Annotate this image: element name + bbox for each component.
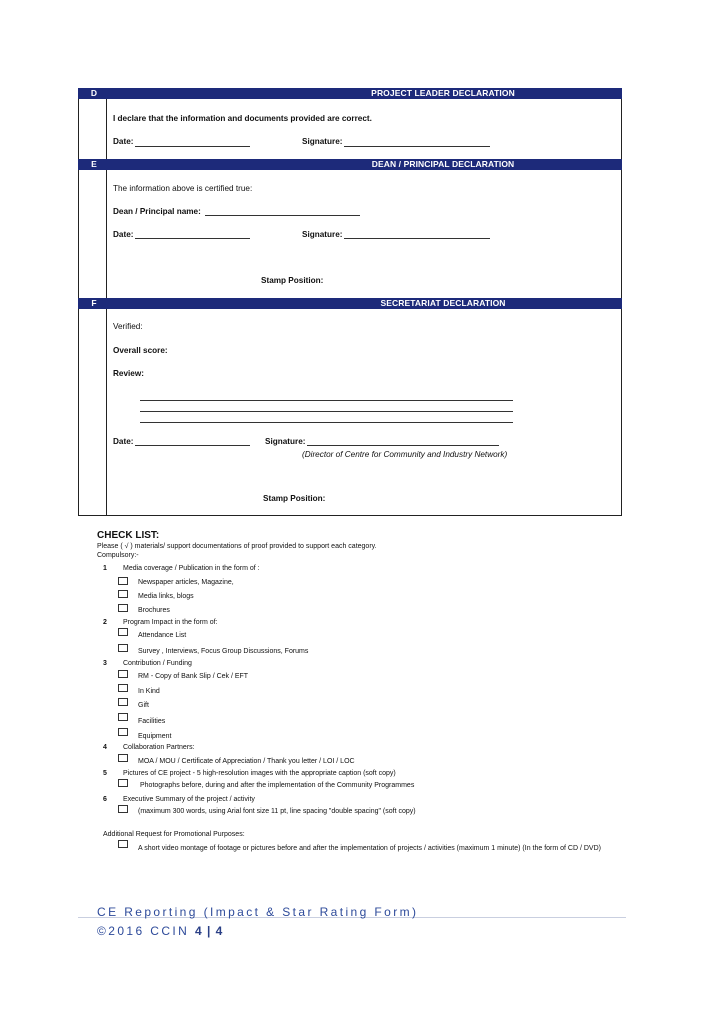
review-line-1[interactable] <box>140 400 513 401</box>
checkbox-newspaper[interactable] <box>118 577 128 585</box>
secretariat-date-label: Date: <box>113 437 134 446</box>
checkbox-survey[interactable] <box>118 644 128 652</box>
checkbox-executive-summary[interactable] <box>118 805 128 813</box>
section-e-letter: E <box>91 159 97 169</box>
item-2-number: 2 <box>103 619 107 626</box>
checklist-title: CHECK LIST: <box>97 530 160 541</box>
dean-date-label: Date: <box>113 230 134 239</box>
item-1-number: 1 <box>103 565 107 572</box>
section-d-letter: D <box>90 88 98 98</box>
secretariat-signature-field[interactable] <box>307 445 499 446</box>
item-6-label: Executive Summary of the project / activity <box>123 796 255 803</box>
item-1-label: Media coverage / Publication in the form of : <box>123 565 260 572</box>
dean-signature-label: Signature: <box>302 230 343 239</box>
option-newspaper: Newspaper articles, Magazine, <box>138 579 234 586</box>
option-gift: Gift <box>138 702 149 709</box>
footer-form-name: CE Reporting (Impact & Star Rating Form) <box>97 905 419 919</box>
item-4-number: 4 <box>103 744 107 751</box>
checklist-compulsory: Compulsory:- <box>97 552 139 559</box>
verified-label: Verified: <box>113 322 143 331</box>
checkbox-brochures[interactable] <box>118 604 128 612</box>
secretariat-stamp-label: Stamp Position: <box>263 494 326 503</box>
item-6-number: 6 <box>103 796 107 803</box>
item-3-number: 3 <box>103 660 107 667</box>
section-f-title: SECRETARIAT DECLARATION <box>380 298 506 308</box>
checklist-instruction: Please ( √ ) materials/ support documentations of proof provided to support each category. <box>97 543 377 550</box>
item-5-label: Pictures of CE project - 5 high-resolution images with the appropriate caption (soft copy) <box>123 770 396 777</box>
option-in-kind: In Kind <box>138 688 160 695</box>
section-e-divider <box>106 170 107 298</box>
option-brochures: Brochures <box>138 607 170 614</box>
option-survey: Survey , Interviews, Focus Group Discussions, Forums <box>138 648 309 655</box>
footer-copyright-text: ©2016 CCIN <box>97 924 190 938</box>
item-4-label: Collaboration Partners: <box>123 744 195 751</box>
checkbox-in-kind[interactable] <box>118 684 128 692</box>
review-line-3[interactable] <box>140 422 513 423</box>
review-label: Review: <box>113 369 144 378</box>
dean-signature-field[interactable] <box>344 238 490 239</box>
option-facilities: Facilities <box>138 718 166 725</box>
option-equipment: Equipment <box>138 733 172 740</box>
project-leader-statement: I declare that the information and documents provided are correct. <box>113 114 372 123</box>
section-e-title: DEAN / PRINCIPAL DECLARATION <box>371 159 515 169</box>
section-d-header <box>78 88 622 99</box>
checkbox-photographs[interactable] <box>118 779 128 787</box>
dean-statement: The information above is certified true: <box>113 184 253 193</box>
section-f-header <box>78 298 622 309</box>
option-video-montage: A short video montage of footage or pictures before and after the implementation of projects / activities (maximum 1 minute) (In the form of CD / DVD) <box>138 845 601 852</box>
checkbox-video-montage[interactable] <box>118 840 128 848</box>
director-note: (Director of Centre for Community and Industry Network) <box>302 450 508 459</box>
option-moa-mou: MOA / MOU / Certificate of Appreciation / Thank you letter / LOI / LOC <box>138 758 355 765</box>
section-d-title: PROJECT LEADER DECLARATION <box>371 88 515 98</box>
section-e-header <box>78 159 622 170</box>
dean-name-field[interactable] <box>205 215 360 216</box>
project-leader-signature-label: Signature: <box>302 137 343 146</box>
secretariat-date-field[interactable] <box>135 445 250 446</box>
project-leader-date-label: Date: <box>113 137 134 146</box>
overall-score-label: Overall score: <box>113 346 168 355</box>
section-f-divider <box>106 309 107 516</box>
checkbox-facilities[interactable] <box>118 713 128 721</box>
checkbox-media-links[interactable] <box>118 590 128 598</box>
checkbox-bank-slip[interactable] <box>118 670 128 678</box>
footer-page-number: 4 | 4 <box>194 924 224 938</box>
checkbox-equipment[interactable] <box>118 728 128 736</box>
option-media-links: Media links, blogs <box>138 593 194 600</box>
additional-request-label: Additional Request for Promotional Purposes: <box>103 831 245 838</box>
item-5-number: 5 <box>103 770 107 777</box>
item-3-label: Contribution / Funding <box>123 660 192 667</box>
option-bank-slip: RM - Copy of Bank Slip / Cek / EFT <box>138 673 249 680</box>
project-leader-date-field[interactable] <box>135 146 250 147</box>
option-photographs: Photographs before, during and after the implementation of the Community Programmes <box>140 782 415 789</box>
checkbox-gift[interactable] <box>118 698 128 706</box>
dean-date-field[interactable] <box>135 238 250 239</box>
option-executive-summary: (maximum 300 words, using Arial font size 11 pt, line spacing "double spacing" (soft copy) <box>138 808 416 815</box>
dean-stamp-label: Stamp Position: <box>261 276 324 285</box>
item-2-label: Program Impact in the form of: <box>123 619 218 626</box>
option-attendance: Attendance List <box>138 632 187 639</box>
secretariat-signature-label: Signature: <box>265 437 306 446</box>
dean-name-label: Dean / Principal name: <box>113 207 201 216</box>
project-leader-signature-field[interactable] <box>344 146 490 147</box>
review-line-2[interactable] <box>140 411 513 412</box>
checkbox-moa-mou[interactable] <box>118 754 128 762</box>
checkbox-attendance[interactable] <box>118 628 128 636</box>
section-f-letter: F <box>91 298 97 308</box>
section-d-divider <box>106 99 107 159</box>
footer-copyright <box>97 924 223 938</box>
